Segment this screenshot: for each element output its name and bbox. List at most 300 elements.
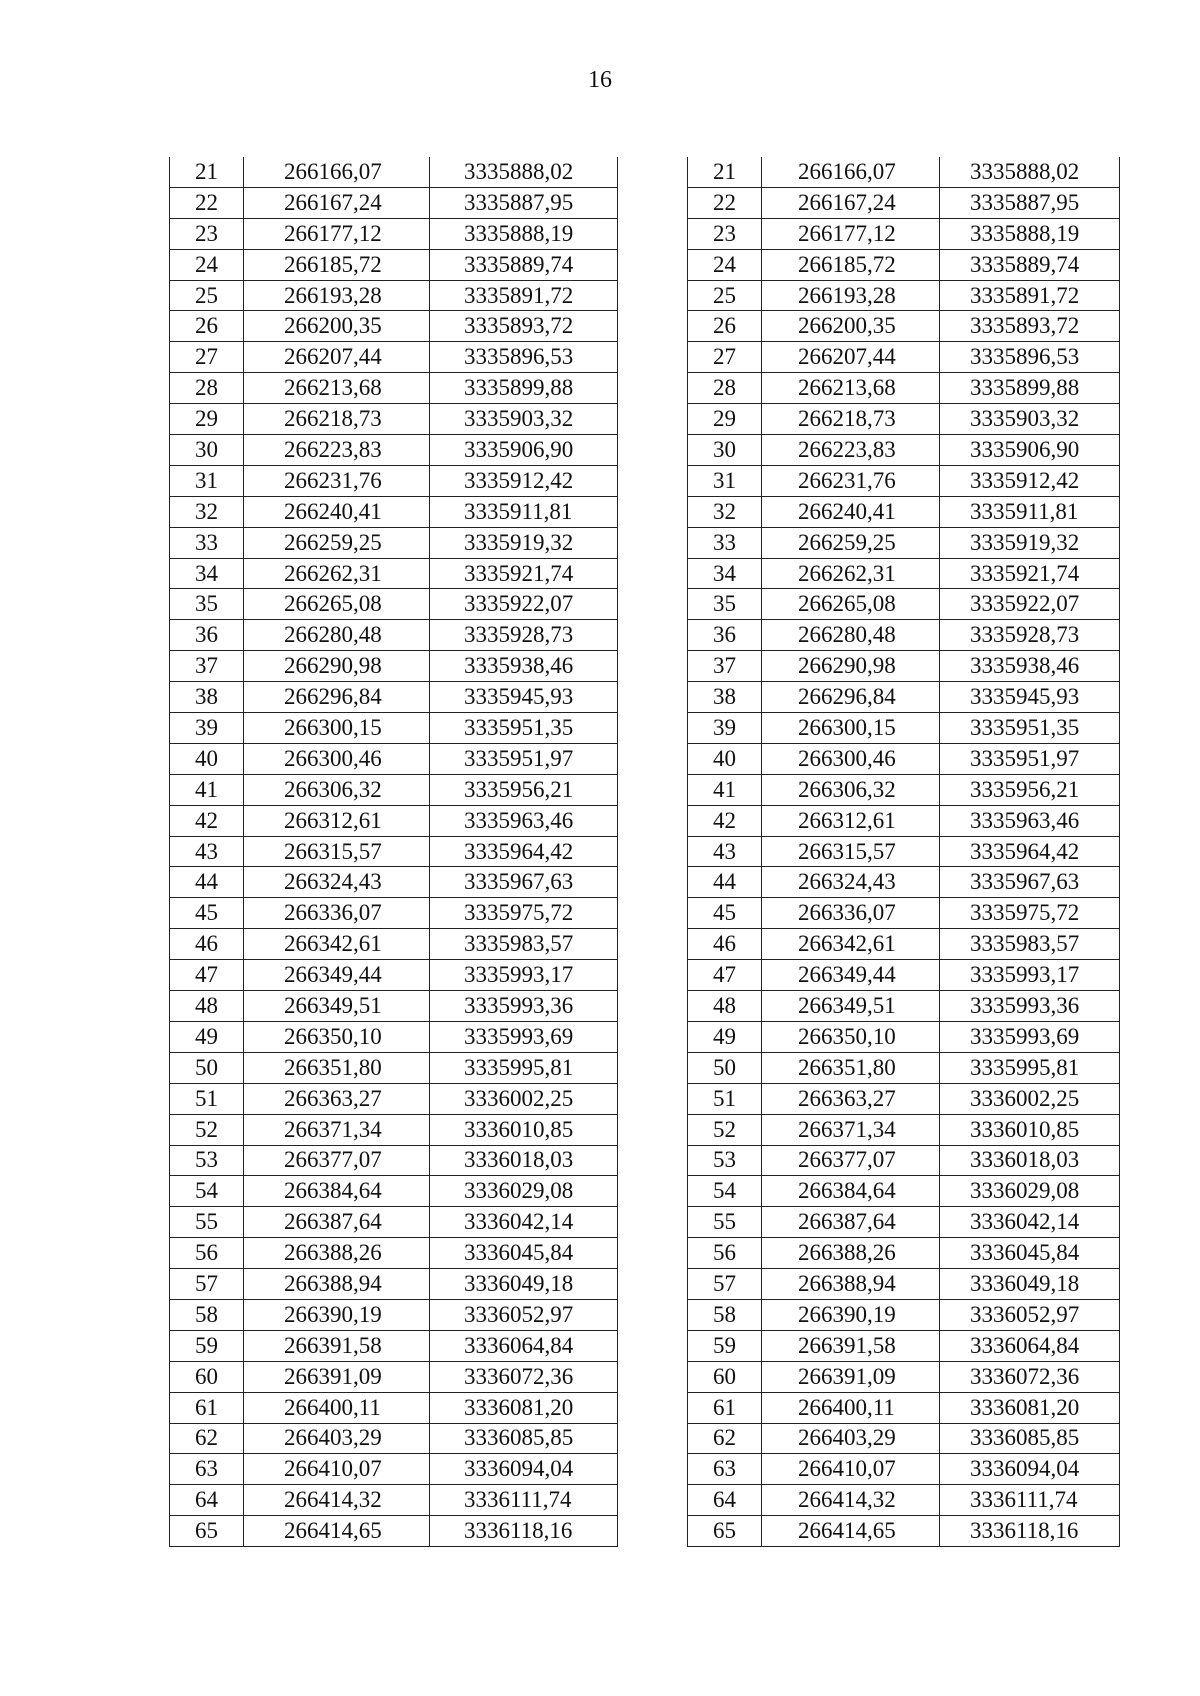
point-number-cell: 37 — [170, 651, 244, 682]
x-coordinate-cell: 266410,07 — [244, 1454, 430, 1485]
table-row — [170, 1114, 618, 1145]
table-row — [688, 1083, 1120, 1114]
point-number-cell: 21 — [688, 157, 762, 187]
x-coordinate-cell: 266300,15 — [762, 713, 940, 744]
table-row — [170, 960, 618, 991]
y-coordinate-cell: 3336072,36 — [430, 1361, 618, 1392]
point-number-cell: 29 — [170, 404, 244, 435]
table-row — [688, 682, 1120, 713]
x-coordinate-cell: 266240,41 — [244, 496, 430, 527]
table-row — [170, 435, 618, 466]
table-row — [688, 404, 1120, 435]
coordinates-table-body — [688, 157, 1120, 1547]
point-number-cell: 57 — [688, 1269, 762, 1300]
y-coordinate-cell: 3335896,53 — [430, 342, 618, 373]
table-row — [170, 496, 618, 527]
point-number-cell: 36 — [688, 620, 762, 651]
y-coordinate-cell: 3335938,46 — [940, 651, 1120, 682]
y-coordinate-cell: 3335903,32 — [430, 404, 618, 435]
x-coordinate-cell: 266218,73 — [762, 404, 940, 435]
y-coordinate-cell: 3336052,97 — [940, 1299, 1120, 1330]
x-coordinate-cell: 266306,32 — [244, 774, 430, 805]
point-number-cell: 56 — [688, 1238, 762, 1269]
y-coordinate-cell: 3335945,93 — [940, 682, 1120, 713]
x-coordinate-cell: 266350,10 — [762, 1021, 940, 1052]
x-coordinate-cell: 266414,65 — [244, 1516, 430, 1547]
x-coordinate-cell: 266193,28 — [244, 280, 430, 311]
point-number-cell: 43 — [688, 836, 762, 867]
point-number-cell: 24 — [170, 249, 244, 280]
y-coordinate-cell: 3335906,90 — [940, 435, 1120, 466]
table-row — [170, 249, 618, 280]
y-coordinate-cell: 3335963,46 — [940, 805, 1120, 836]
table-row — [170, 682, 618, 713]
y-coordinate-cell: 3335975,72 — [430, 898, 618, 929]
x-coordinate-cell: 266265,08 — [244, 589, 430, 620]
x-coordinate-cell: 266414,32 — [762, 1485, 940, 1516]
y-coordinate-cell: 3335938,46 — [430, 651, 618, 682]
x-coordinate-cell: 266403,29 — [244, 1423, 430, 1454]
y-coordinate-cell: 3335964,42 — [940, 836, 1120, 867]
x-coordinate-cell: 266349,44 — [244, 960, 430, 991]
point-number-cell: 39 — [170, 713, 244, 744]
x-coordinate-cell: 266167,24 — [762, 187, 940, 218]
y-coordinate-cell: 3335921,74 — [430, 558, 618, 589]
y-coordinate-cell: 3335899,88 — [940, 373, 1120, 404]
y-coordinate-cell: 3335995,81 — [430, 1052, 618, 1083]
y-coordinate-cell: 3336042,14 — [940, 1207, 1120, 1238]
y-coordinate-cell: 3335956,21 — [430, 774, 618, 805]
table-row — [688, 435, 1120, 466]
y-coordinate-cell: 3335893,72 — [940, 311, 1120, 342]
y-coordinate-cell: 3336064,84 — [430, 1330, 618, 1361]
x-coordinate-cell: 266280,48 — [244, 620, 430, 651]
x-coordinate-cell: 266388,26 — [244, 1238, 430, 1269]
y-coordinate-cell: 3335887,95 — [940, 187, 1120, 218]
x-coordinate-cell: 266223,83 — [762, 435, 940, 466]
point-number-cell: 42 — [688, 805, 762, 836]
y-coordinate-cell: 3335995,81 — [940, 1052, 1120, 1083]
point-number-cell: 55 — [170, 1207, 244, 1238]
point-number-cell: 27 — [688, 342, 762, 373]
x-coordinate-cell: 266388,26 — [762, 1238, 940, 1269]
table-row — [170, 1176, 618, 1207]
x-coordinate-cell: 266384,64 — [762, 1176, 940, 1207]
table-row — [170, 805, 618, 836]
x-coordinate-cell: 266414,65 — [762, 1516, 940, 1547]
x-coordinate-cell: 266336,07 — [244, 898, 430, 929]
point-number-cell: 23 — [170, 218, 244, 249]
table-row — [688, 929, 1120, 960]
point-number-cell: 58 — [170, 1299, 244, 1330]
x-coordinate-cell: 266231,76 — [762, 465, 940, 496]
y-coordinate-cell: 3336029,08 — [940, 1176, 1120, 1207]
point-number-cell: 26 — [688, 311, 762, 342]
point-number-cell: 61 — [688, 1392, 762, 1423]
y-coordinate-cell: 3336081,20 — [430, 1392, 618, 1423]
x-coordinate-cell: 266363,27 — [762, 1083, 940, 1114]
x-coordinate-cell: 266315,57 — [762, 836, 940, 867]
y-coordinate-cell: 3336111,74 — [430, 1485, 618, 1516]
table-row — [688, 1330, 1120, 1361]
y-coordinate-cell: 3335891,72 — [940, 280, 1120, 311]
point-number-cell: 50 — [688, 1052, 762, 1083]
table-row — [170, 774, 618, 805]
y-coordinate-cell: 3335993,17 — [430, 960, 618, 991]
y-coordinate-cell: 3335911,81 — [430, 496, 618, 527]
point-number-cell: 40 — [170, 743, 244, 774]
y-coordinate-cell: 3335919,32 — [430, 527, 618, 558]
x-coordinate-cell: 266200,35 — [762, 311, 940, 342]
x-coordinate-cell: 266177,12 — [762, 218, 940, 249]
point-number-cell: 60 — [688, 1361, 762, 1392]
point-number-cell: 34 — [688, 558, 762, 589]
point-number-cell: 54 — [170, 1176, 244, 1207]
table-row — [170, 342, 618, 373]
x-coordinate-cell: 266312,61 — [244, 805, 430, 836]
y-coordinate-cell: 3336118,16 — [940, 1516, 1120, 1547]
point-number-cell: 47 — [170, 960, 244, 991]
point-number-cell: 56 — [170, 1238, 244, 1269]
table-row — [688, 1485, 1120, 1516]
y-coordinate-cell: 3336045,84 — [430, 1238, 618, 1269]
x-coordinate-cell: 266371,34 — [244, 1114, 430, 1145]
point-number-cell: 44 — [170, 867, 244, 898]
x-coordinate-cell: 266166,07 — [762, 157, 940, 187]
table-row — [688, 1454, 1120, 1485]
point-number-cell: 50 — [170, 1052, 244, 1083]
x-coordinate-cell: 266213,68 — [244, 373, 430, 404]
x-coordinate-cell: 266351,80 — [244, 1052, 430, 1083]
table-row — [170, 373, 618, 404]
table-row — [170, 743, 618, 774]
point-number-cell: 51 — [688, 1083, 762, 1114]
table-row — [170, 713, 618, 744]
x-coordinate-cell: 266185,72 — [762, 249, 940, 280]
table-row — [688, 589, 1120, 620]
point-number-cell: 46 — [170, 929, 244, 960]
x-coordinate-cell: 266414,32 — [244, 1485, 430, 1516]
point-number-cell: 34 — [170, 558, 244, 589]
table-row — [688, 805, 1120, 836]
y-coordinate-cell: 3335888,02 — [430, 157, 618, 187]
y-coordinate-cell: 3335921,74 — [940, 558, 1120, 589]
point-number-cell: 62 — [170, 1423, 244, 1454]
table-row — [170, 1454, 618, 1485]
y-coordinate-cell: 3336029,08 — [430, 1176, 618, 1207]
table-row — [688, 774, 1120, 805]
x-coordinate-cell: 266350,10 — [244, 1021, 430, 1052]
x-coordinate-cell: 266306,32 — [762, 774, 940, 805]
x-coordinate-cell: 266351,80 — [762, 1052, 940, 1083]
y-coordinate-cell: 3336118,16 — [430, 1516, 618, 1547]
point-number-cell: 55 — [688, 1207, 762, 1238]
coordinates-table-body — [170, 157, 618, 1547]
y-coordinate-cell: 3335951,97 — [430, 743, 618, 774]
table-row — [688, 311, 1120, 342]
x-coordinate-cell: 266259,25 — [762, 527, 940, 558]
x-coordinate-cell: 266290,98 — [244, 651, 430, 682]
point-number-cell: 21 — [170, 157, 244, 187]
y-coordinate-cell: 3335967,63 — [430, 867, 618, 898]
y-coordinate-cell: 3335891,72 — [430, 280, 618, 311]
table-row — [688, 342, 1120, 373]
table-row — [170, 867, 618, 898]
table-row — [170, 898, 618, 929]
point-number-cell: 30 — [688, 435, 762, 466]
point-number-cell: 52 — [170, 1114, 244, 1145]
y-coordinate-cell: 3335922,07 — [430, 589, 618, 620]
point-number-cell: 42 — [170, 805, 244, 836]
table-row — [688, 1021, 1120, 1052]
y-coordinate-cell: 3335951,35 — [940, 713, 1120, 744]
x-coordinate-cell: 266240,41 — [762, 496, 940, 527]
y-coordinate-cell: 3335911,81 — [940, 496, 1120, 527]
point-number-cell: 27 — [170, 342, 244, 373]
y-coordinate-cell: 3335888,02 — [940, 157, 1120, 187]
y-coordinate-cell: 3335889,74 — [940, 249, 1120, 280]
point-number-cell: 32 — [170, 496, 244, 527]
point-number-cell: 35 — [688, 589, 762, 620]
table-row — [170, 280, 618, 311]
y-coordinate-cell: 3335912,42 — [940, 465, 1120, 496]
y-coordinate-cell: 3336094,04 — [430, 1454, 618, 1485]
x-coordinate-cell: 266296,84 — [244, 682, 430, 713]
y-coordinate-cell: 3335888,19 — [940, 218, 1120, 249]
x-coordinate-cell: 266363,27 — [244, 1083, 430, 1114]
point-number-cell: 48 — [170, 991, 244, 1022]
table-row — [688, 898, 1120, 929]
table-row — [688, 1516, 1120, 1547]
point-number-cell: 53 — [170, 1145, 244, 1176]
y-coordinate-cell: 3336010,85 — [940, 1114, 1120, 1145]
x-coordinate-cell: 266193,28 — [762, 280, 940, 311]
point-number-cell: 65 — [170, 1516, 244, 1547]
point-number-cell: 53 — [688, 1145, 762, 1176]
point-number-cell: 24 — [688, 249, 762, 280]
table-row — [170, 187, 618, 218]
table-row — [688, 960, 1120, 991]
x-coordinate-cell: 266400,11 — [244, 1392, 430, 1423]
table-row — [170, 991, 618, 1022]
table-row — [688, 1361, 1120, 1392]
point-number-cell: 23 — [688, 218, 762, 249]
y-coordinate-cell: 3336081,20 — [940, 1392, 1120, 1423]
y-coordinate-cell: 3335983,57 — [940, 929, 1120, 960]
y-coordinate-cell: 3335964,42 — [430, 836, 618, 867]
table-row — [688, 1176, 1120, 1207]
point-number-cell: 38 — [688, 682, 762, 713]
x-coordinate-cell: 266207,44 — [762, 342, 940, 373]
point-number-cell: 49 — [688, 1021, 762, 1052]
x-coordinate-cell: 266300,46 — [762, 743, 940, 774]
table-row — [688, 465, 1120, 496]
x-coordinate-cell: 266387,64 — [762, 1207, 940, 1238]
point-number-cell: 30 — [170, 435, 244, 466]
table-row — [688, 1392, 1120, 1423]
point-number-cell: 60 — [170, 1361, 244, 1392]
table-row — [688, 218, 1120, 249]
point-number-cell: 39 — [688, 713, 762, 744]
y-coordinate-cell: 3336002,25 — [940, 1083, 1120, 1114]
x-coordinate-cell: 266349,51 — [244, 991, 430, 1022]
table-row — [688, 1269, 1120, 1300]
table-row — [688, 527, 1120, 558]
y-coordinate-cell: 3335928,73 — [430, 620, 618, 651]
x-coordinate-cell: 266371,34 — [762, 1114, 940, 1145]
x-coordinate-cell: 266390,19 — [762, 1299, 940, 1330]
table-row — [688, 836, 1120, 867]
x-coordinate-cell: 266342,61 — [762, 929, 940, 960]
table-row — [170, 157, 618, 187]
table-row — [688, 1207, 1120, 1238]
table-row — [688, 157, 1120, 187]
table-row — [170, 651, 618, 682]
point-number-cell: 25 — [688, 280, 762, 311]
table-row — [688, 867, 1120, 898]
x-coordinate-cell: 266166,07 — [244, 157, 430, 187]
table-row — [688, 651, 1120, 682]
y-coordinate-cell: 3336085,85 — [430, 1423, 618, 1454]
point-number-cell: 41 — [170, 774, 244, 805]
point-number-cell: 59 — [688, 1330, 762, 1361]
table-row — [688, 1145, 1120, 1176]
point-number-cell: 40 — [688, 743, 762, 774]
x-coordinate-cell: 266391,09 — [762, 1361, 940, 1392]
x-coordinate-cell: 266300,46 — [244, 743, 430, 774]
x-coordinate-cell: 266388,94 — [244, 1269, 430, 1300]
x-coordinate-cell: 266300,15 — [244, 713, 430, 744]
table-row — [688, 620, 1120, 651]
point-number-cell: 41 — [688, 774, 762, 805]
y-coordinate-cell: 3335903,32 — [940, 404, 1120, 435]
table-row — [170, 1021, 618, 1052]
table-row — [688, 1052, 1120, 1083]
y-coordinate-cell: 3335889,74 — [430, 249, 618, 280]
x-coordinate-cell: 266410,07 — [762, 1454, 940, 1485]
y-coordinate-cell: 3336002,25 — [430, 1083, 618, 1114]
x-coordinate-cell: 266265,08 — [762, 589, 940, 620]
y-coordinate-cell: 3335951,35 — [430, 713, 618, 744]
point-number-cell: 62 — [688, 1423, 762, 1454]
point-number-cell: 36 — [170, 620, 244, 651]
y-coordinate-cell: 3335906,90 — [430, 435, 618, 466]
y-coordinate-cell: 3336042,14 — [430, 1207, 618, 1238]
y-coordinate-cell: 3335919,32 — [940, 527, 1120, 558]
y-coordinate-cell: 3335963,46 — [430, 805, 618, 836]
y-coordinate-cell: 3336018,03 — [940, 1145, 1120, 1176]
point-number-cell: 28 — [170, 373, 244, 404]
table-row — [170, 1083, 618, 1114]
x-coordinate-cell: 266280,48 — [762, 620, 940, 651]
point-number-cell: 26 — [170, 311, 244, 342]
table-row — [688, 187, 1120, 218]
y-coordinate-cell: 3335887,95 — [430, 187, 618, 218]
table-row — [170, 1330, 618, 1361]
point-number-cell: 49 — [170, 1021, 244, 1052]
x-coordinate-cell: 266384,64 — [244, 1176, 430, 1207]
x-coordinate-cell: 266391,09 — [244, 1361, 430, 1392]
x-coordinate-cell: 266391,58 — [762, 1330, 940, 1361]
table-row — [170, 1361, 618, 1392]
x-coordinate-cell: 266200,35 — [244, 311, 430, 342]
y-coordinate-cell: 3336049,18 — [940, 1269, 1120, 1300]
y-coordinate-cell: 3335956,21 — [940, 774, 1120, 805]
point-number-cell: 22 — [170, 187, 244, 218]
table-row — [170, 1392, 618, 1423]
table-row — [688, 1238, 1120, 1269]
point-number-cell: 31 — [170, 465, 244, 496]
y-coordinate-cell: 3335967,63 — [940, 867, 1120, 898]
table-row — [688, 1423, 1120, 1454]
point-number-cell: 25 — [170, 280, 244, 311]
y-coordinate-cell: 3335993,17 — [940, 960, 1120, 991]
x-coordinate-cell: 266391,58 — [244, 1330, 430, 1361]
x-coordinate-cell: 266324,43 — [762, 867, 940, 898]
table-row — [688, 991, 1120, 1022]
point-number-cell: 64 — [170, 1485, 244, 1516]
table-row — [170, 1485, 618, 1516]
y-coordinate-cell: 3335975,72 — [940, 898, 1120, 929]
x-coordinate-cell: 266349,51 — [762, 991, 940, 1022]
point-number-cell: 35 — [170, 589, 244, 620]
x-coordinate-cell: 266403,29 — [762, 1423, 940, 1454]
point-number-cell: 43 — [170, 836, 244, 867]
table-row — [170, 1052, 618, 1083]
point-number-cell: 59 — [170, 1330, 244, 1361]
point-number-cell: 64 — [688, 1485, 762, 1516]
x-coordinate-cell: 266377,07 — [762, 1145, 940, 1176]
table-row — [170, 1516, 618, 1547]
table-row — [170, 836, 618, 867]
y-coordinate-cell: 3335993,36 — [940, 991, 1120, 1022]
y-coordinate-cell: 3336052,97 — [430, 1299, 618, 1330]
x-coordinate-cell: 266218,73 — [244, 404, 430, 435]
x-coordinate-cell: 266296,84 — [762, 682, 940, 713]
point-number-cell: 45 — [688, 898, 762, 929]
y-coordinate-cell: 3335993,69 — [430, 1021, 618, 1052]
point-number-cell: 45 — [170, 898, 244, 929]
y-coordinate-cell: 3336064,84 — [940, 1330, 1120, 1361]
point-number-cell: 61 — [170, 1392, 244, 1423]
y-coordinate-cell: 3335899,88 — [430, 373, 618, 404]
point-number-cell: 65 — [688, 1516, 762, 1547]
y-coordinate-cell: 3335928,73 — [940, 620, 1120, 651]
point-number-cell: 33 — [170, 527, 244, 558]
table-row — [170, 558, 618, 589]
coordinates-table-right — [687, 157, 1120, 1547]
point-number-cell: 22 — [688, 187, 762, 218]
y-coordinate-cell: 3336085,85 — [940, 1423, 1120, 1454]
y-coordinate-cell: 3336111,74 — [940, 1485, 1120, 1516]
x-coordinate-cell: 266262,31 — [762, 558, 940, 589]
y-coordinate-cell: 3336045,84 — [940, 1238, 1120, 1269]
table-row — [688, 373, 1120, 404]
table-row — [170, 620, 618, 651]
x-coordinate-cell: 266185,72 — [244, 249, 430, 280]
point-number-cell: 54 — [688, 1176, 762, 1207]
table-row — [170, 527, 618, 558]
point-number-cell: 31 — [688, 465, 762, 496]
point-number-cell: 29 — [688, 404, 762, 435]
table-row — [170, 311, 618, 342]
y-coordinate-cell: 3335912,42 — [430, 465, 618, 496]
table-row — [688, 743, 1120, 774]
point-number-cell: 63 — [170, 1454, 244, 1485]
point-number-cell: 28 — [688, 373, 762, 404]
y-coordinate-cell: 3336018,03 — [430, 1145, 618, 1176]
y-coordinate-cell: 3335951,97 — [940, 743, 1120, 774]
